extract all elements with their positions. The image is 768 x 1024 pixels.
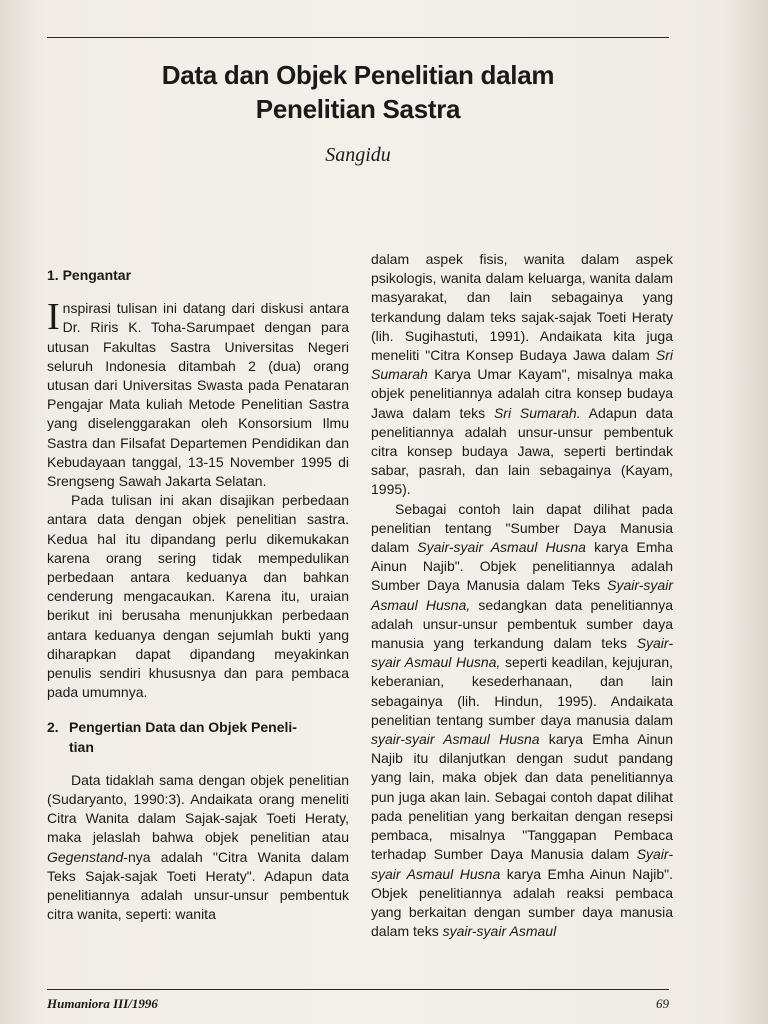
- article-title: [47, 58, 669, 126]
- paragraph-example: Sebagai contoh lain dapat dilihat pada penelitian tentang "Sumber Daya Manusia dalam Syair-syair Asmaul Husna karya Emha Ainun Najib". Objek penelitiannya adalah Sumber Daya Manusia dalam Teks Syair-syair Asmaul Husna, sedangkan data penelitiannya adalah unsur-unsur pembentuk sumber daya manusia yang terkandung dalam teks Syair-syair Asmaul Husna, seperti keadilan, kejujuran, keberanian, kesederhanaan, dan lain sebagainya (lih. Hindun, 1995). Andaikata penelitian tentang sumber daya manusia dalam syair-syair Asmaul Husna karya Emha Ainun Najib itu dilanjutkan dengan sudut pandang yang lain, maka objek dan data penelitiannya pun juga akan lain. Sebagai contoh dapat dilihat pada penelitian yang berkaitan dengan resepsi pembaca, misalnya "Tanggapan Pembaca terhadap Sumber Daya Manusia dalam Syair-syair Asmaul Husna karya Emha Ainun Najib". Objek penelitiannya adalah reaksi pembaca yang berkaitan dengan sumber daya manusia dalam teks syair-syair Asmaul: [371, 500, 674, 940]
- paragraph-continued: dalam aspek fisis, wanita dalam aspek psikologis, wanita dalam keluarga, wanita dalam masyarakat, dan lain sebagainya yang terkandung dalam teks sajak-sajak Toeti Heraty (lih. Sugihastuti, 1991). Andaikata kita juga meneliti "Citra Konsep Budaya Jawa dalam Sri Sumarah Karya Umar Kayam", misalnya maka objek penelitiannya adalah citra konsep budaya Jawa dalam teks Sri Sumarah. Adapun data penelitiannya adalah unsur-unsur pembentuk citra konsep budaya Jawa, seperti bertindak sabar, pasrah, dan lain sebagainya (Kayam, 1995).: [371, 251, 673, 498]
- section-heading-pengertian: 2. Pengertian Data dan Objek Peneli- tian: [47, 719, 297, 755]
- page-number: 69: [656, 996, 669, 1011]
- paragraph-purpose: Pada tulisan ini akan disajikan perbedaan antara data dengan objek penelitian sastra. Kedua hal itu dipandang perlu dikemukakan karena orang sering tidak mempedulikan perbedaan antara keduanya dan bahkan cenderung mengacaukan. Karena itu, uraian berikut ini berusaha menunjukkan perbedaan antara keduanya dengan sejumlah bukti yang diharapkan dapat dipandang meyakinkan penulis sendiri khususnya dan para pembaca pada umumnya.: [47, 492, 349, 701]
- section-heading-pengantar: 1. Pengantar: [47, 267, 132, 283]
- right-column: [371, 250, 673, 941]
- title-line-1: Data dan Objek Penelitian dalam: [161, 60, 555, 90]
- top-rule: [47, 37, 669, 38]
- author-name: Sangidu: [325, 144, 391, 166]
- title-line-2: Penelitian Sastra: [255, 94, 461, 124]
- paragraph-definition: Data tidaklah sama dengan objek penelitian (Sudaryanto, 1990:3). Andaikata orang meneliti Citra Wanita dalam Sajak-sajak Toeti Heraty, maka jelaslah bahwa objek penelitian atau Gegenstand-nya adalah "Citra Wanita dalam Teks Sajak-sajak Toeti Heraty". Adapun data penelitiannya adalah unsur-unsur pembentuk citra wanita, seperti: wanita: [47, 771, 349, 923]
- journal-footer: Humaniora III/1996: [47, 996, 158, 1011]
- bottom-rule: [47, 989, 669, 990]
- paragraph-intro: Inspirasi tulisan ini datang dari diskusi antara Dr. Riris K. Toha-Sarumpaet dengan para utusan Fakultas Sastra Universitas Negeri seluruh Indonesia ditambah 2 (dua) orang utusan dari Universitas Swasta pada Penataran Pengajar Mata kuliah Metode Penelitian Sastra yang diselenggarakan oleh Konsorsium Ilmu Sastra dan Filsafat Departemen Pendidikan dan Kebudayaan tanggal, 13-15 November 1995 di Srengseng Sawah Jakarta Selatan.: [47, 296, 349, 490]
- left-column: [47, 266, 349, 925]
- drop-cap: I: [47, 296, 60, 339]
